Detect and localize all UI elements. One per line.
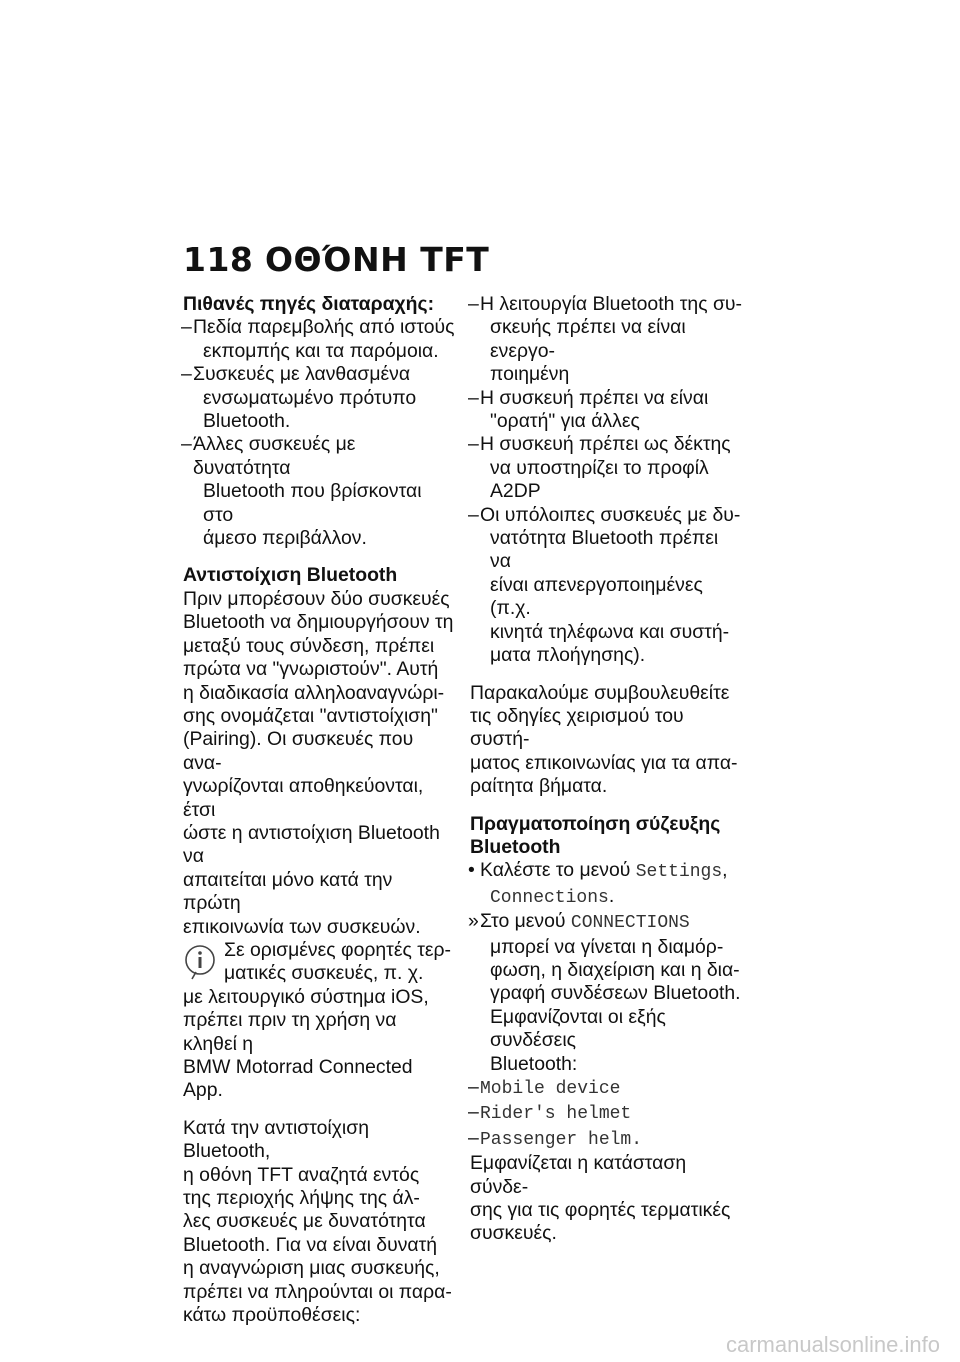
dash-icon: – — [468, 1126, 479, 1149]
consult-paragraph: Παρακαλούμε συμβουλευθείτε τις οδηγίες χειρισμού του συστή- ματος επικοινωνίας για τα απα- ραίτητα βήματα. — [470, 681, 738, 798]
page-header — [183, 240, 489, 280]
list-item: – Η συσκευή πρέπει να είναι "ορατή" για άλλες — [468, 386, 709, 433]
list-item: – Συσκευές με λανθασμένα ενσωματωμένο πρότυπο Bluetooth. — [181, 363, 417, 433]
chapter-title: ΟΘΌΝΗ TFT — [265, 240, 490, 279]
connection-item: – Mobile device — [468, 1076, 621, 1099]
watermark: carmanualsonline.info — [725, 1332, 940, 1357]
interference-heading: Πιθανές πηγές διαταραχής: — [183, 293, 435, 315]
dash-icon: – — [468, 433, 479, 456]
pairing-paragraph: Πριν μπορέσουν δύο συσκευές Bluetooth να δημιουργήσουν τη μεταξύ τους σύνδεση, πρέπει πρώτα να "γνωριστούν". Αυτή η διαδικασία αλληλοαναγνώρι- σης ονομάζεται "αντιστοίχιση" (Pairing). Οι συσκευές που ανα- γνωρίζονται αποθηκεύονται, έτσι ώστε η αντιστοίχιση Bluetooth να απαιτείται μόνο κατά την πρώτη επικοινωνία των συσκευών. — [183, 587, 454, 938]
right-column — [470, 293, 742, 1246]
page-number: 118 — [183, 240, 254, 279]
dash-icon: – — [181, 433, 192, 456]
dash-icon: – — [468, 386, 479, 409]
pairing-heading: Αντιστοίχιση Bluetooth — [183, 564, 398, 587]
dash-icon: – — [468, 1101, 479, 1124]
pairing-procedure-heading: Πραγματοποίηση σύζευξης Bluetooth — [470, 812, 721, 858]
info-note: Σε ορισμένες φορητές τερ- ματικές συσκευές, π. χ. — [183, 939, 455, 986]
step-item: • Καλέστε το μενού Settings, Connections. — [468, 859, 728, 908]
dash-icon: – — [181, 316, 192, 339]
dash-icon: – — [468, 1076, 479, 1098]
connection-item: – Passenger helm. — [468, 1126, 643, 1150]
menu-name: Connections — [490, 887, 609, 908]
list-item: – Πεδία παρεμβολής από ιστούς εκπομπής και τα παρόμοια. — [181, 316, 455, 362]
status-paragraph: Εμφανίζεται η κατάσταση σύνδε- σης για τις φορητές τερματικές συσκευές. — [470, 1152, 731, 1245]
list-item: – Άλλες συσκευές με δυνατότητα Bluetooth που βρίσκονται στο άμεσο περιβάλλον. — [181, 433, 422, 550]
search-paragraph: Κατά την αντιστοίχιση Bluetooth, η οθόνη TFT αναζητά εντός της περιοχής λήψης της άλ- λες συσκευές με δυνατότητα Bluetooth. Για να είναι δυνατή η αναγνώριση μιας συσκευής, πρέπει να πληρούνται οι παρα- κάτω προϋποθέσεις: — [183, 1116, 452, 1327]
dash-icon: – — [181, 363, 192, 386]
dash-icon: – — [468, 293, 479, 315]
dash-icon: – — [468, 503, 479, 526]
double-chevron-icon: » — [468, 910, 479, 933]
connection-item: – Rider's helmet — [468, 1101, 632, 1125]
info-icon — [183, 943, 217, 983]
bullet-icon: • — [468, 859, 475, 882]
menu-name: CONNECTIONS — [570, 913, 690, 934]
list-item: – Η συσκευή πρέπει ως δέκτης να υποστηρίζει το προφίλ A2DP — [468, 433, 731, 503]
list-item: – Η λειτουργία Bluetooth της συ- σκευής πρέπει να είναι ενεργο- ποιημένη — [468, 293, 742, 386]
step-item: » Στο μενού CONNECTIONS μπορεί να γίνεται η διαμόρ- φωση, η διαχείριση και η δια- γραφή συνδέσεων Bluetooth. Εμφανίζονται οι εξής συνδέσεις Bluetooth: — [468, 910, 741, 1075]
list-item: – Οι υπόλοιπες συσκευές με δυ- νατότητα Bluetooth πρέπει να είναι απενεργοποιημένες (π.χ. κινητά τηλέφωνα και συστή- ματα πλοήγησης). — [468, 503, 741, 667]
menu-name: Settings — [635, 862, 723, 883]
left-column: Πιθανές πηγές διαταραχής: – Πεδία παρεμβολής από ιστούς εκπομπής και τα παρόμοια. – Συσκευές με λανθασμένα ενσωματωμένο πρότυπο Bluetooth. – Άλλες συσκευές με δυνατότητα Bluetooth που βρίσκονται στο άμεσο περιβάλλον. Αντιστοίχιση Bluetooth Πριν μπορέσουν δύο συσκευές Bluetooth να δημιουργήσουν τη μεταξύ τους σύνδεση, πρέπει πρώτα να "γνωριστούν". Αυτή η διαδικασία αλληλοαναγνώρι- σης ονομάζεται "αντιστοίχιση" (Pairing). Οι συσκευές που ανα- γνωρίζονται αποθηκεύονται, έτσι ώστε η αντιστοίχιση Bluetooth να απαιτείται μόνο κατά την πρώτη επικοινωνία των συσκευών. Σε ορισμένες φορητές τερ- ματικές συσκευές, π. χ. με λειτουργικό σύστημα iOS, πρέπει πριν τη χρήση να κληθεί η BMW Motorrad Connected App. Κατά την αντιστοίχιση Bluetooth, η οθόνη TFT αναζητά εντός της περιοχής λήψης της άλ- λες συσκευές με δυνατότητα Bluetooth. Για να είναι δυνατή η αναγνώριση μιας συσκευής, πρέπει να πληρούνται οι παρα- κάτω προϋποθέσεις: — [181, 293, 455, 1327]
